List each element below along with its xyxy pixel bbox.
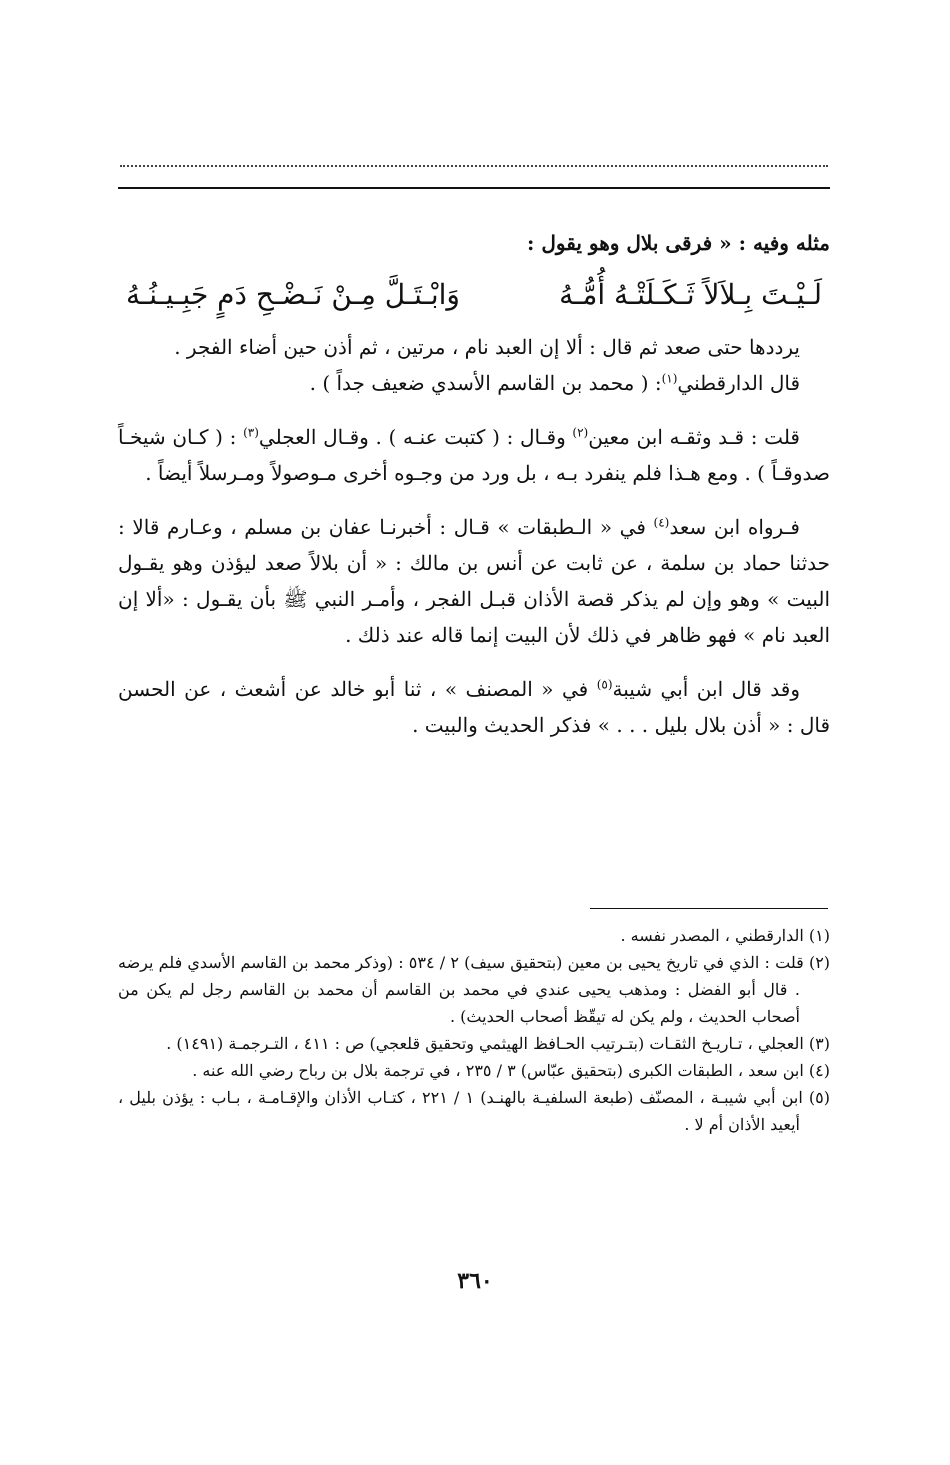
running-head-dots [120, 145, 828, 167]
paragraph-4 [118, 509, 830, 653]
footnote-separator [590, 908, 828, 909]
footnote-ref-4: (٤) [653, 515, 670, 530]
footnote-3: (٣) العجلي ، تـاريـخ الثقـات (بتـرتيب الحـافظ الهيثمي وتحقيق قلعجي) ص : ٤١١ ، التـرجمـة (١٤٩١) . [166, 1034, 830, 1053]
footnotes [118, 922, 830, 1138]
footnote-ref-5: (٥) [596, 677, 613, 692]
verse-hemistich-2: وَابْـتَـلَّ مِـنْ نَـضْـحِ دَمٍ جَبِـيـنُـهُ [126, 278, 460, 311]
footnote-2: (٢) قلت : الذي في تاريخ يحيى بن معين (بتحقيق سيف) ٢ / ٥٣٤ : (وذكر محمد بن القاسم الأسدي فلم يرضه . قال أبو الفضل : ومذهب يحيى عندي في محمد بن القاسم أن محمد بن القاسم رجل لم يكن من أصحاب الحديث ، ولم يكن له تيقّظ أصحاب الحديث) . [118, 953, 831, 1026]
paragraph-1: يرددها حتى صعد ثم قال : ألا إن العبد نام ، مرتين ، ثم أذن حين أضاء الفجر . [174, 335, 800, 359]
paragraph-5-text-a: وقد قال ابن أبي شيبة [612, 677, 800, 701]
footnote-ref-2: (٢) [572, 425, 589, 440]
verse-hemistich-1: لَـيْـتَ بِـلاَلاً ثَـكَـلَتْـهُ أُمُّـهُ [559, 278, 822, 311]
paragraph-3 [118, 419, 830, 491]
paragraph-3-text-c: : ( كـان شيخـاً صدوقـاً ) . ومع هـذا فلم ينفرد بـه ، بل ورد من وجـوه أخرى مـوصولاً ومـرسلاً أيضاً . [118, 425, 830, 485]
paragraph-2-text-a: قال الدارقطني [677, 371, 800, 395]
paragraph-5-text-b: في « المصنف » ، ثنا أبو خالد عن أشعث ، عن الحسن قال : « أذن بلال بليل . . . » فذكر الحديث والبيت . [118, 677, 830, 737]
footnote-5: (٥) ابن أبي شيبـة ، المصنّف (طبعة السلفيـة بالهنـد) ١ / ٢٢١ ، كتـاب الأذان والإقـامـة ، بـاب : يؤذن بليل ، أيعيد الأذان أم لا . [118, 1088, 830, 1134]
paragraph-4-text-b: في « الـطبقات » قـال : أخبرنـا عفان بن مسلم ، وعـارم قالا : حدثنا حماد بن سلمة ، عن ثابت عن أنس بن مالك : « أن بلالاً صعد ليؤذن وهو يقـول البيت » وهو وإن لم يذكر قصة الأذان قبـل الفجر ، وأمـر النبي ﷺ بأن يقـول : «ألا إن العبد نام » فهو ظاهر في ذلك لأن البيت إنما قاله عند ذلك . [118, 515, 830, 647]
header-rule [118, 187, 830, 189]
main-text [118, 225, 830, 743]
paragraph-3-text-b: وقـال : ( كتبت عنـه ) . وقـال العجلي [258, 425, 573, 449]
paragraph-2 [118, 365, 830, 401]
intro-line: مثله وفيه : « فرقى بلال وهو يقول : [527, 231, 830, 255]
paragraph-4-text-a: فـرواه ابن سعد [669, 515, 800, 539]
footnote-4: (٤) ابن سعد ، الطبقات الكبرى (بتحقيق عبّاس) ٣ / ٢٣٥ ، في ترجمة بلال بن رباح رضي الله عنه . [192, 1061, 830, 1080]
footnote-ref-3: (٣) [243, 425, 259, 440]
poetry-verse [118, 269, 830, 329]
footnote-ref-1: (١) [661, 371, 678, 386]
page-number: ٣٦٠ [457, 1268, 493, 1294]
paragraph-3-text-a: قلت : قـد وثقـه ابن معين [588, 425, 800, 449]
paragraph-2-text-b: : ( محمد بن القاسم الأسدي ضعيف جداً ) . [309, 371, 662, 395]
footnote-1: (١) الدارقطني ، المصدر نفسه . [620, 926, 830, 945]
paragraph-5 [118, 671, 830, 743]
